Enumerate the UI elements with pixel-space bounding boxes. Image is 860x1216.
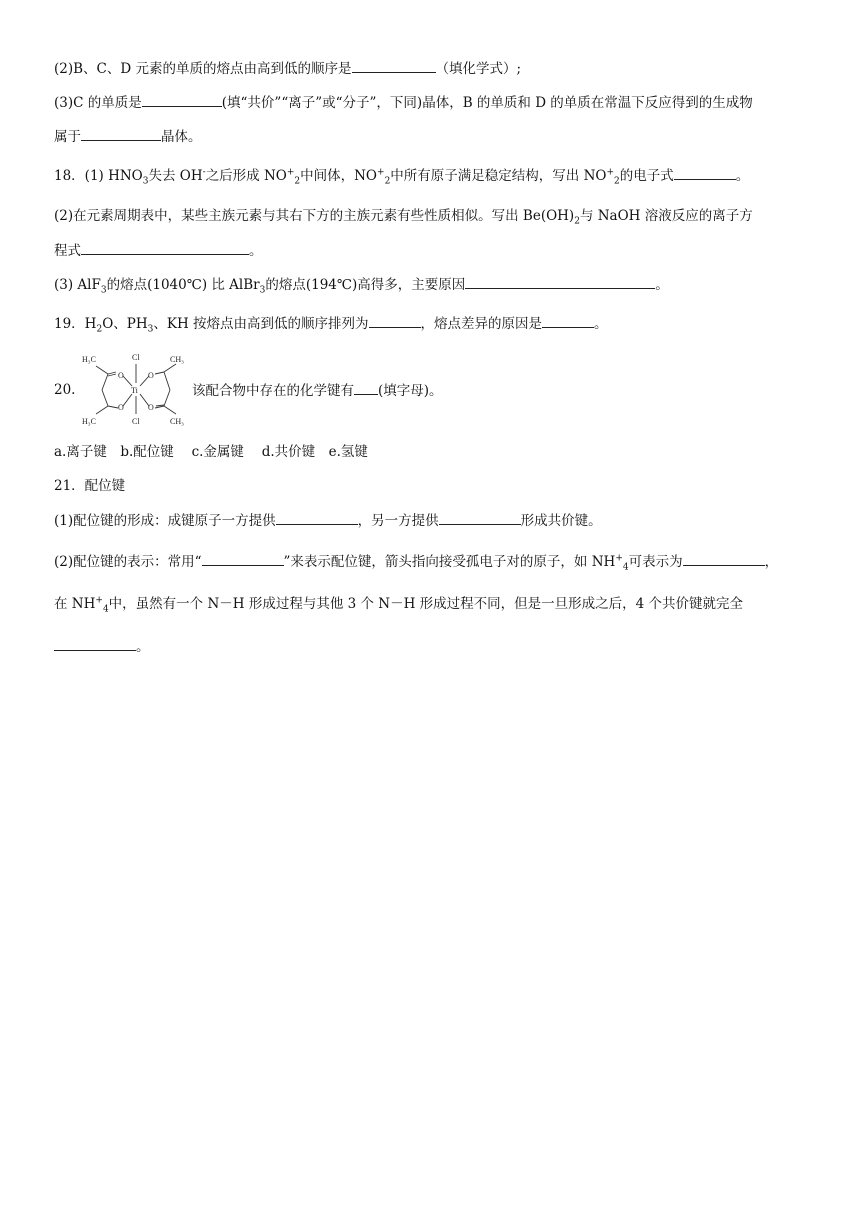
methyl-label: H₃C xyxy=(82,355,96,364)
q17-part3: (3)C 的单质是 (填“共价”“离子”或“分子”，下同)晶体，B 的单质和 D 的单质在常温下反应得到的生成物 xyxy=(54,92,753,113)
methyl-label: H₃C xyxy=(82,417,96,426)
q21-part2-end: 。 xyxy=(54,636,150,657)
chlorine-label: Cl xyxy=(132,417,140,426)
q21-part2: (2)配位键的表示：常用“ ”来表示配位键，箭头指向接受孤电子对的原子，如 $NH^+_4$可表示为 ， xyxy=(54,551,778,572)
q18-part1: 18．(1) $HNO_3$失去 OH-之后形成 $NO^+_2$中间体，$NO^+_2$中所有原子满足稳定结构，写出 $NO^+_2$的电子式 。 xyxy=(54,165,749,186)
answer-blank[interactable] xyxy=(354,380,378,395)
q19: 19．$H_2O$、$PH_3$、KH 按熔点由高到低的顺序排列为 ，熔点差异的原因是 。 xyxy=(54,313,608,334)
answer-blank[interactable] xyxy=(54,636,136,651)
chlorine-label: Cl xyxy=(132,353,140,362)
oxygen-label: O xyxy=(148,403,154,412)
titanium-label: Ti xyxy=(131,386,138,395)
answer-blank[interactable] xyxy=(465,274,655,289)
answer-blank[interactable] xyxy=(542,313,594,328)
q17-part2: (2)B、C、D 元素的单质的熔点由高到低的顺序是 （填化学式）; xyxy=(54,58,521,79)
q18-part2: (2)在元素周期表中，某些主族元素与其右下方的主族元素有些性质相似。写出 $Be(OH)_2$与 NaOH 溶液反应的离子方 xyxy=(54,208,753,227)
q17-part3-cont: 属于 晶体。 xyxy=(54,126,202,147)
answer-blank[interactable] xyxy=(683,551,765,566)
answer-blank[interactable] xyxy=(276,510,358,525)
oxygen-label: O xyxy=(118,403,124,412)
q20-options: a.离子键 b.配位键 c.金属键 d.共价键 e.氢键 xyxy=(54,444,368,460)
q21-part1: (1)配位键的形成：成键原子一方提供 ，另一方提供 形成共价键。 xyxy=(54,510,602,531)
oxygen-label: O xyxy=(148,371,154,380)
q20-text: 该配合物中存在的化学键有 (填字母)。 xyxy=(192,380,443,401)
methyl-label: CH₃ xyxy=(170,417,184,426)
answer-blank[interactable] xyxy=(439,510,521,525)
methyl-label: CH₃ xyxy=(170,355,184,364)
answer-blank[interactable] xyxy=(81,126,161,141)
oxygen-label: O xyxy=(118,371,124,380)
answer-blank[interactable] xyxy=(142,92,222,107)
answer-blank[interactable] xyxy=(352,58,436,73)
q18-part2-cont: 程式 。 xyxy=(54,240,263,261)
q21-part2-cont: 在 $NH^+_4$中，虽然有一个 N－H 形成过程与其他 3 个 N－H 形成过程不同，但是一旦形成之后，4 个共价键就完全 xyxy=(54,595,744,615)
answer-blank[interactable] xyxy=(674,165,736,180)
answer-blank[interactable] xyxy=(81,240,249,255)
ti-complex-structure xyxy=(80,350,190,430)
answer-blank[interactable] xyxy=(202,551,284,566)
q21-title: 21．配位键 xyxy=(54,478,126,494)
q18-part3: (3) AlF$_3$的熔点(1040℃) 比 AlBr$_3$的熔点(194℃)高得多，主要原因 。 xyxy=(54,274,669,295)
q20-number: 20. xyxy=(54,382,76,398)
answer-blank[interactable] xyxy=(369,313,421,328)
